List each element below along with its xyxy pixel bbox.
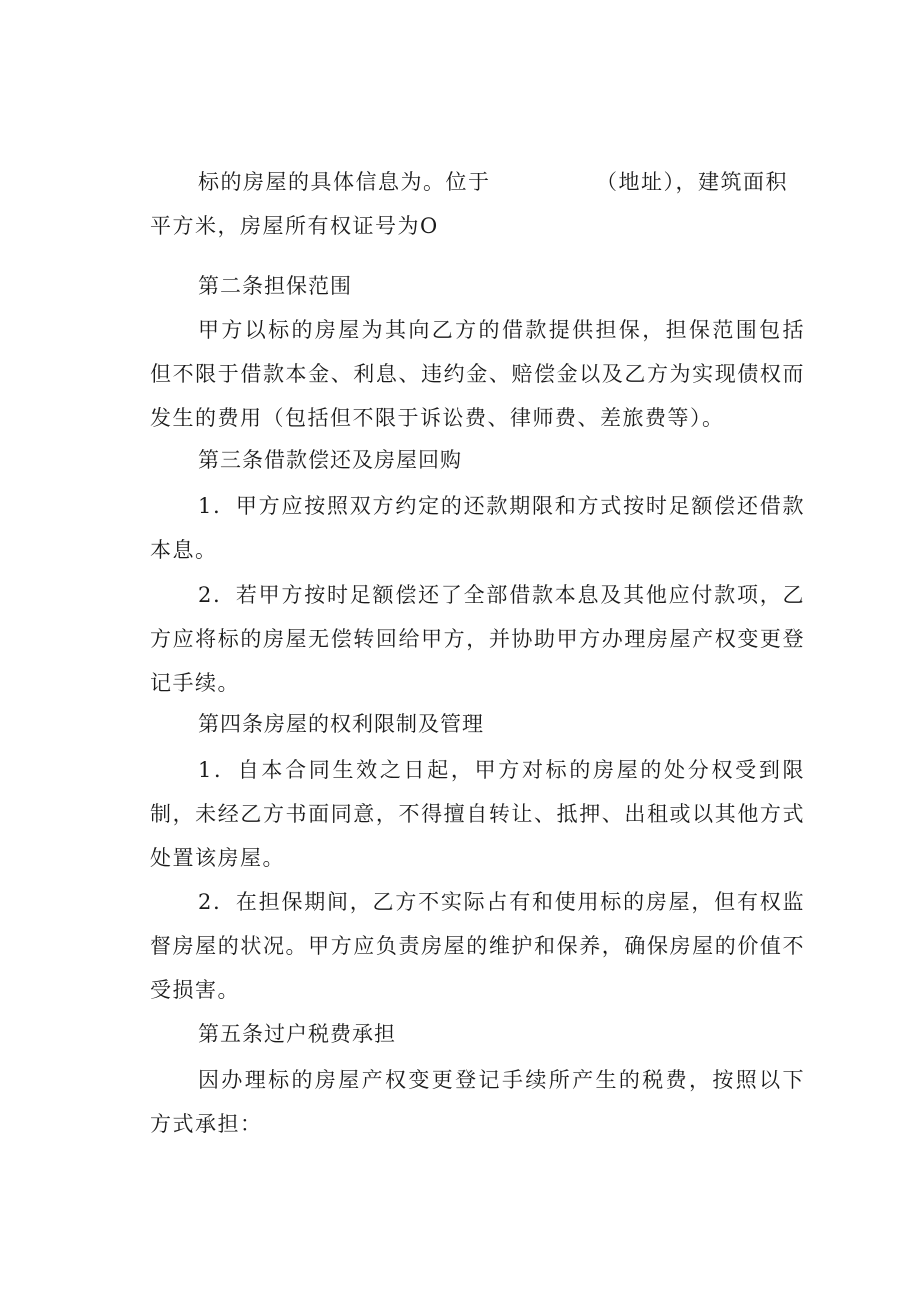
- intro-text-part2: （地址），建筑面积: [596, 170, 788, 194]
- article-2-body: 甲方以标的房屋为其向乙方的借款提供担保，担保范围包括但不限于借款本金、利息、违约金、赔偿金以及乙方为实现债权而发生的费用（包括但不限于诉讼费、律师费、差旅费等）。: [150, 318, 805, 430]
- intro-text-line2: 平方米，房屋所有权证号为O: [150, 214, 439, 238]
- article-2-heading: 第二条担保范围: [198, 274, 352, 298]
- article-5-body: 因办理标的房屋产权变更登记手续所产生的税费，按照以下方式承担：: [150, 1068, 805, 1136]
- article-3-item-1: 1．甲方应按照双方约定的还款期限和方式按时足额偿还借款本息。: [150, 494, 805, 562]
- article-4-heading: 第四条房屋的权利限制及管理: [198, 712, 484, 736]
- article-3-item-2: 2．若甲方按时足额偿还了全部借款本息及其他应付款项，乙方应将标的房屋无偿转回给甲方，并协助甲方办理房屋产权变更登记手续。: [150, 583, 805, 695]
- article-4-item-2: 2．在担保期间，乙方不实际占有和使用标的房屋，但有权监督房屋的状况。甲方应负责房屋的维护和保养，确保房屋的价值不受损害。: [150, 890, 805, 1002]
- intro-text-part1: 标的房屋的具体信息为。位于: [198, 170, 491, 194]
- article-4-item-1: 1．自本合同生效之日起，甲方对标的房屋的处分权受到限制，未经乙方书面同意，不得擅自转让、抵押、出租或以其他方式处置该房屋。: [150, 758, 805, 870]
- article-5-heading: 第五条过户税费承担: [198, 1022, 396, 1046]
- article-3-heading: 第三条借款偿还及房屋回购: [198, 448, 462, 472]
